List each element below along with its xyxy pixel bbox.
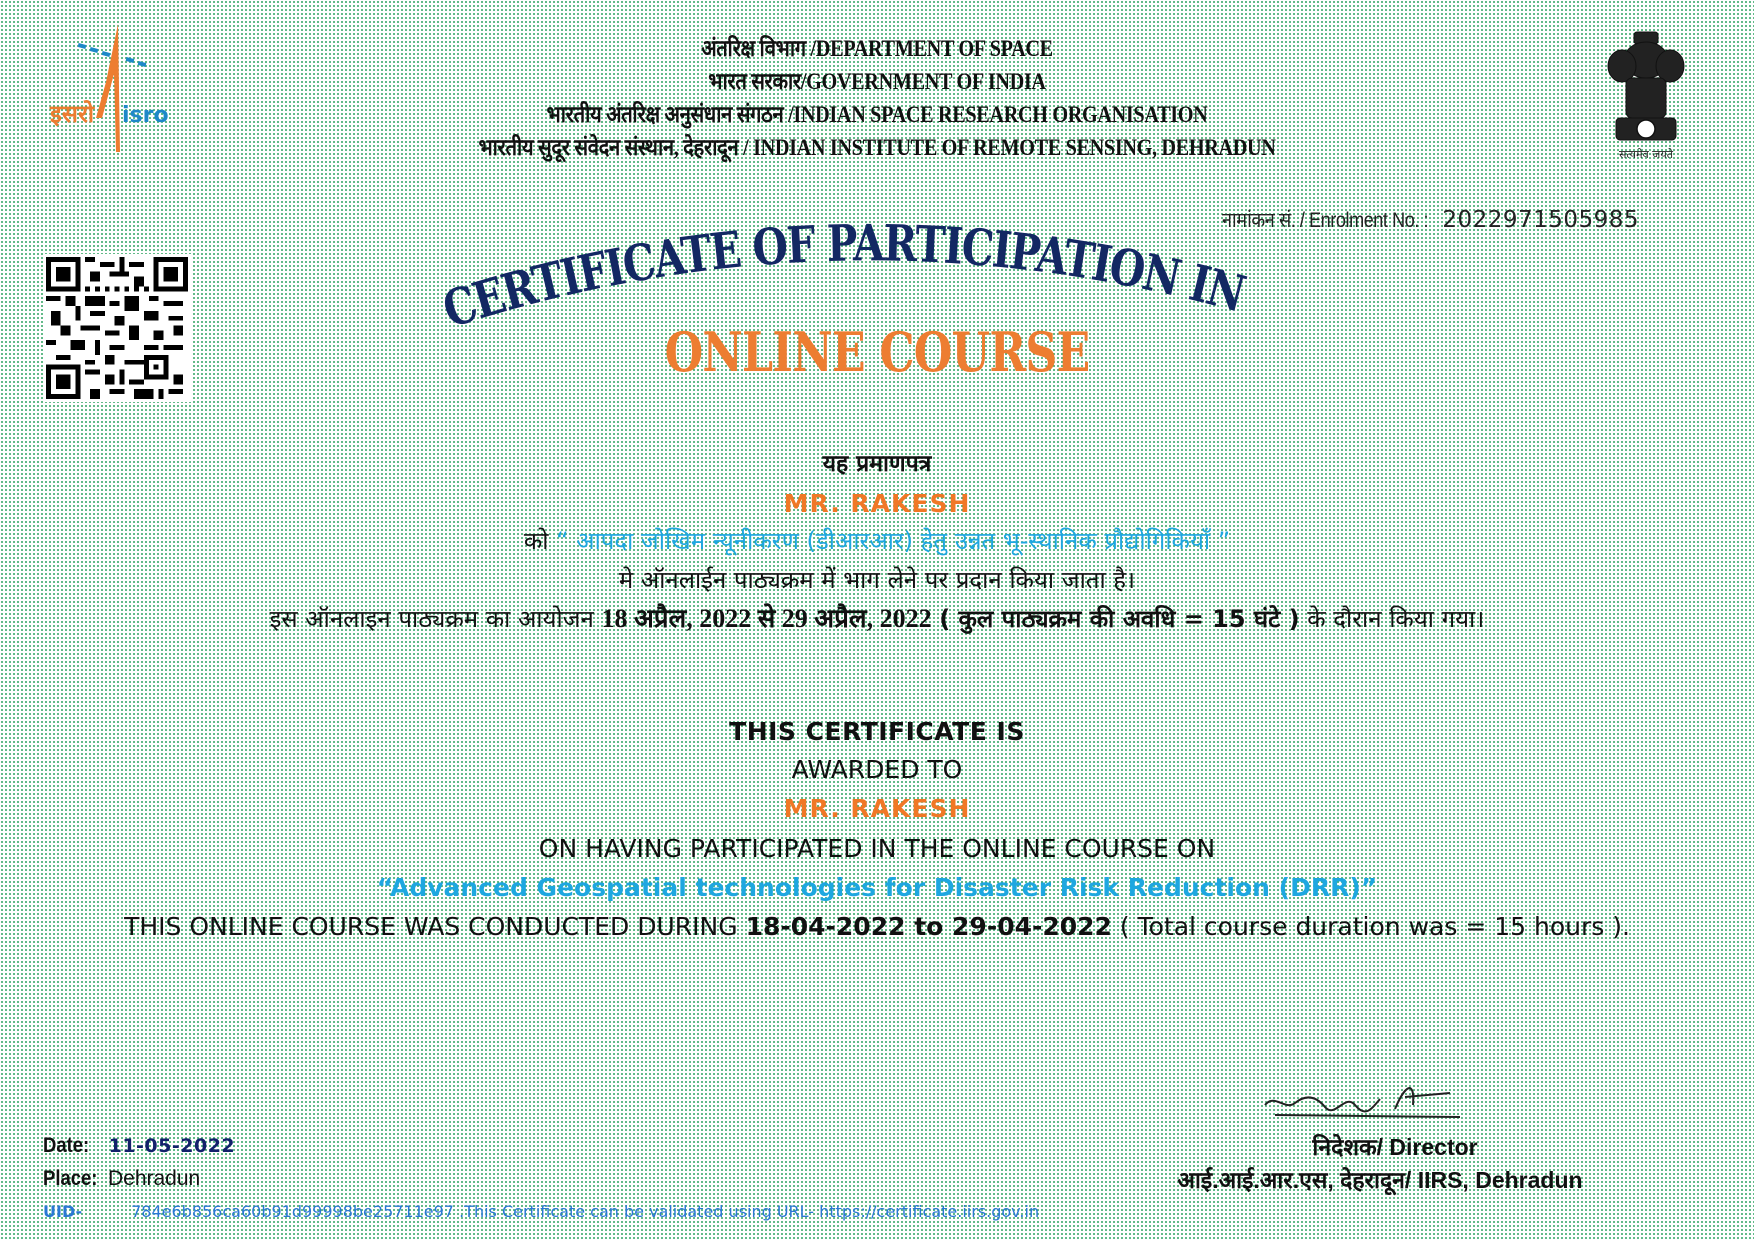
header-block — [0, 32, 1754, 164]
date-row — [43, 1134, 235, 1158]
uid-row — [43, 1202, 1039, 1221]
hindi-course-name: “ आपदा जोखिम न्यूनीकरण (डीआरआर) हेतु उन्नत भू-स्थानिक प्रौद्योगिकियाँ ” — [556, 527, 1231, 555]
signatory-organisation: आई.आई.आर.एस, देहरादून/ IIRS, Dehradun — [1177, 1167, 1583, 1193]
svg-text:isro: isro — [122, 103, 169, 128]
svg-text:CERTIFICATE OF PARTICIPATION I: CERTIFICATE OF PARTICIPATION IN — [435, 218, 1259, 340]
hindi-awarded-line: मे ऑनलाईन पाठ्यक्रम में भाग लेने पर प्रदान किया जाता है। — [618, 566, 1136, 594]
svg-text:इसरो: इसरो — [50, 100, 95, 128]
english-recipient-name: MR. RAKESH — [783, 794, 971, 823]
hindi-dates: 18 अप्रैल, 2022 से 29 अप्रैल, 2022 — [601, 604, 932, 633]
uid-label: UID- — [43, 1202, 83, 1221]
hindi-intro: यह प्रमाणपत्र — [822, 451, 932, 477]
hindi-duration: ( कुल पाठ्यक्रम की अवधि = 15 घंटे ) — [939, 605, 1300, 633]
certificate-subtitle: ONLINE COURSE — [664, 320, 1090, 384]
header-line-department: अंतरिक्ष विभाग /DEPARTMENT OF SPACE — [701, 36, 1053, 61]
english-participated-line: ON HAVING PARTICIPATED IN THE ONLINE COURSE ON — [538, 834, 1216, 863]
enrolment-number — [1222, 206, 1639, 234]
header-line-iirs: भारतीय सुदूर संवेदन संस्थान, देहरादून / INDIAN INSTITUTE OF REMOTE SENSING, DEHRADUN — [478, 135, 1276, 160]
english-intro: THIS CERTIFICATE IS — [729, 717, 1025, 746]
date-value: 11-05-2022 — [108, 1135, 236, 1157]
place-row — [43, 1167, 200, 1191]
signatory-title: निदेशक/ Director — [1312, 1134, 1478, 1160]
header-line-isro: भारतीय अंतरिक्ष अनुसंधान संगठन /INDIAN SPACE RESEARCH ORGANISATION — [546, 102, 1208, 127]
english-awarded-to: AWARDED TO — [791, 755, 963, 784]
hindi-ko: को — [523, 527, 549, 555]
hindi-duration-line — [0, 601, 1754, 637]
national-emblem-icon — [1600, 26, 1692, 162]
hindi-duration-suffix: के दौरान किया गया। — [1307, 605, 1485, 633]
enrolment-value: 2022971505985 — [1442, 207, 1640, 233]
header-line-government: भारत सरकार/GOVERNMENT OF INDIA — [708, 69, 1046, 94]
english-duration-line — [0, 909, 1754, 945]
english-duration-suffix: ( Total course duration was = 15 hours ). — [1119, 912, 1630, 941]
svg-text:सत्यमेव जयते: सत्यमेव जयते — [1618, 148, 1674, 161]
enrolment-label: नामांकन सं. / Enrolment No. : — [1222, 209, 1429, 232]
english-duration-prefix: THIS ONLINE COURSE WAS CONDUCTED DURING — [124, 912, 738, 941]
place-label: Place: — [43, 1167, 98, 1190]
hindi-duration-prefix: इस ऑनलाइन पाठ्यक्रम का आयोजन — [269, 605, 594, 633]
english-dates: 18-04-2022 to 29-04-2022 — [745, 912, 1112, 941]
validation-text: .This Certificate can be validated using URL- — [459, 1202, 815, 1221]
hindi-recipient-name: MR. RAKESH — [783, 489, 971, 518]
english-course-name: “Advanced Geospatial technologies for Disaster Risk Reduction (DRR)” — [376, 873, 1378, 902]
place-value: Dehradun — [107, 1167, 201, 1190]
uid-value: 784e6b856ca60b91d99998be25711e97 — [131, 1202, 454, 1221]
validation-url-link[interactable]: https://certificate.iirs.gov.in — [819, 1202, 1040, 1221]
date-label: Date: — [43, 1134, 90, 1157]
hindi-course-line — [0, 523, 1754, 559]
signature-icon — [1255, 1075, 1460, 1125]
